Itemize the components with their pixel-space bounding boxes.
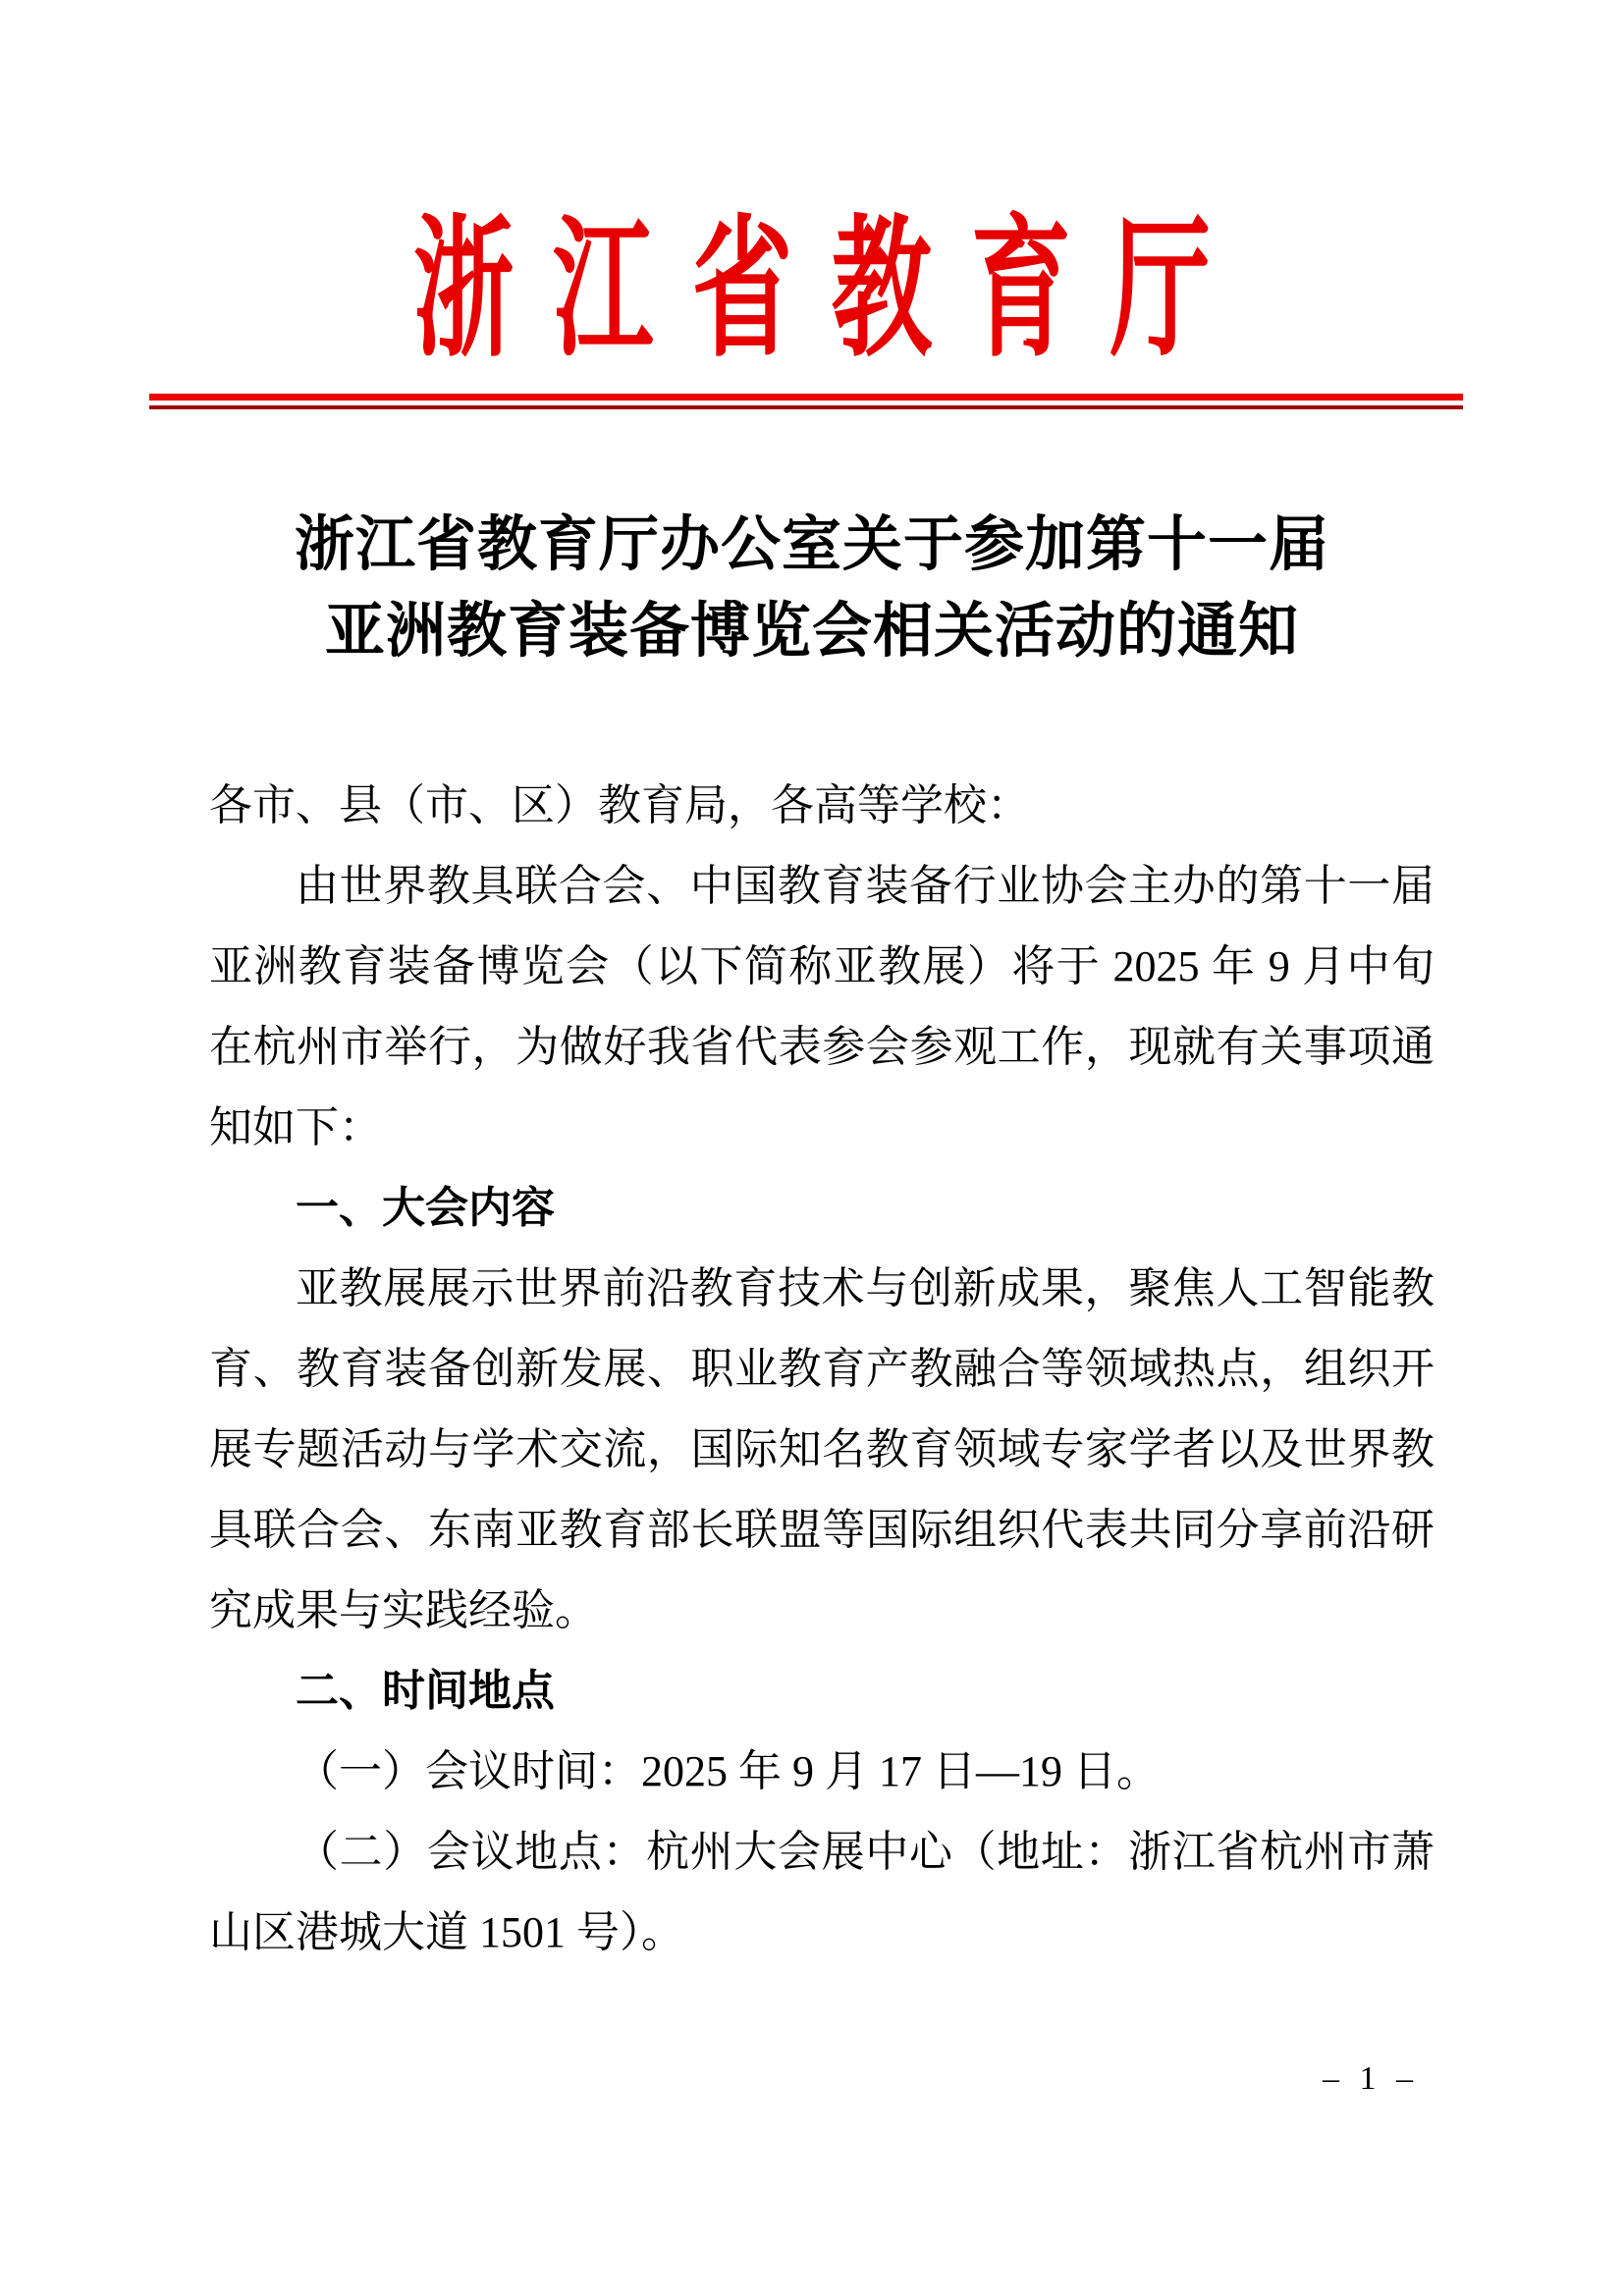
- meeting-venue-paragraph: （二）会议地点：杭州大会展中心（地址：浙江省杭州市萧山区港城大道 1501 号）。: [209, 1828, 1435, 1956]
- salutation: 各市、县（市、区）教育局，各高等学校：: [209, 781, 1030, 829]
- meeting-time-paragraph: （一）会议时间：2025 年 9 月 17 日—19 日。: [296, 1747, 1160, 1795]
- letterhead: [0, 206, 1624, 375]
- section-heading-2: 二、时间地点: [296, 1667, 555, 1715]
- notice-body: [209, 766, 1435, 1973]
- document-title: [0, 503, 1624, 675]
- page-number: – 1 –: [1323, 2060, 1419, 2097]
- document-title-line-2: 亚洲教育装备博览会相关活动的通知: [324, 599, 1299, 665]
- agency-name: 浙江省教育厅: [413, 206, 1250, 375]
- red-separator-thin-line: [149, 405, 1463, 409]
- section-1-paragraph: 亚教展展示世界前沿教育技术与创新成果，聚焦人工智能教育、教育装备创新发展、职业教育产教融合等领域热点，组织开展专题活动与学术交流，国际知名教育领域专家学者以及世界教具联合会、东南亚教育部长联盟等国际组织代表共同分享前沿研究成果与实践经验。: [209, 1264, 1435, 1634]
- red-separator-thick-line: [149, 394, 1463, 400]
- document-title-line-1: 浙江省教育厅办公室关于参加第十一届: [294, 512, 1329, 578]
- intro-paragraph: 由世界教具联合会、中国教育装备行业协会主办的第十一届亚洲教育装备博览会（以下简称亚教展）将于 2025 年 9 月中旬在杭州市举行，为做好我省代表参会参观工作，现就有关事项通知如下：: [209, 862, 1435, 1151]
- section-heading-1: 一、大会内容: [296, 1184, 555, 1232]
